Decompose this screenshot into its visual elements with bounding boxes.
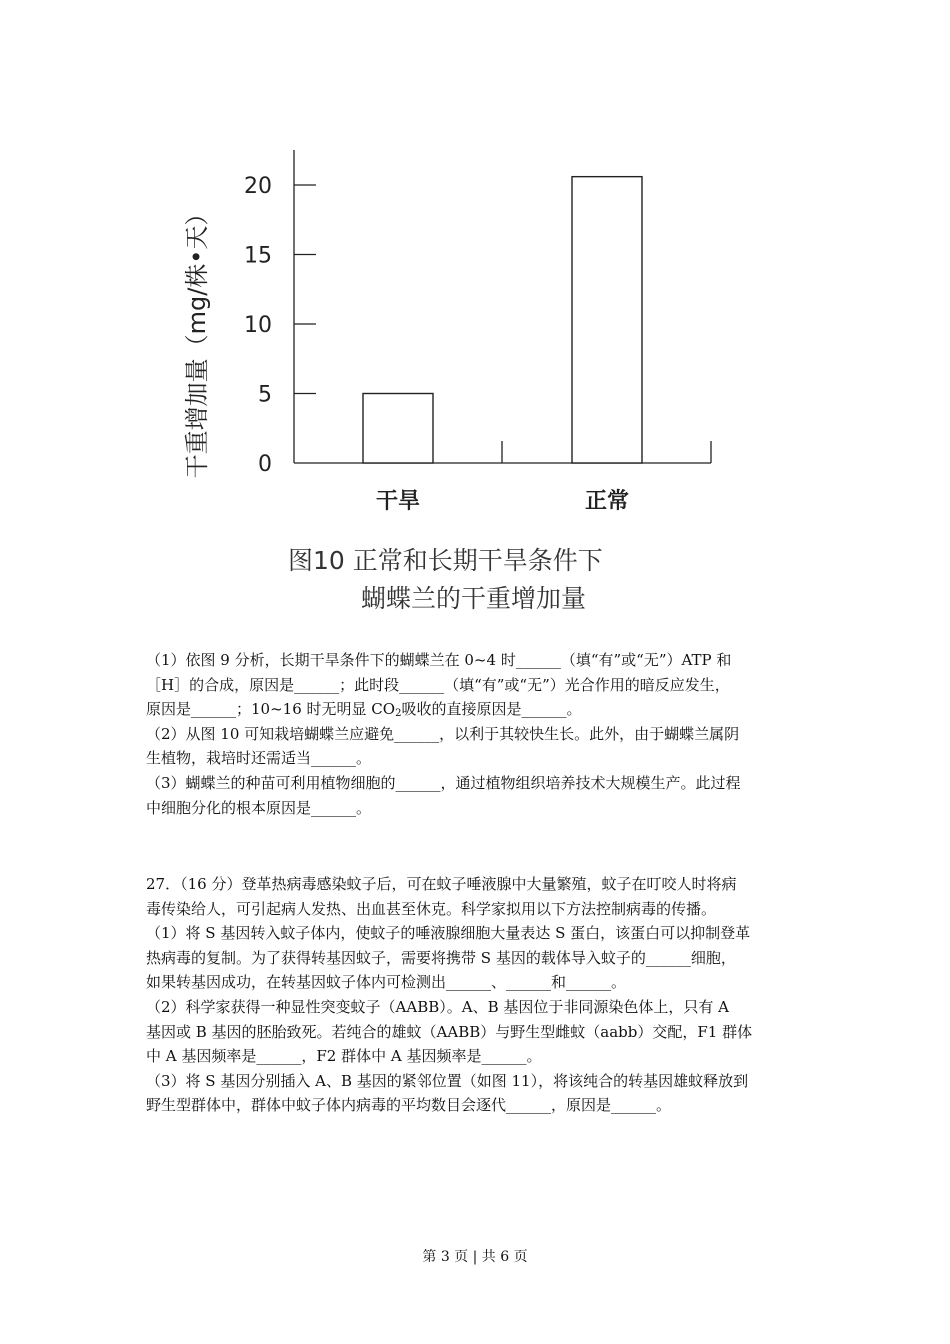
q27-line4: 热病毒的复制。为了获得转基因蚊子，需要将携带 S 基因的载体导入蚊子的______细胞，: [146, 948, 736, 967]
y-ticks: [244, 174, 316, 477]
page-footer: 第 3 页 | 共 6 页: [422, 1249, 528, 1265]
q26-line1: （1）依图 9 分析，长期干旱条件下的蝴蝶兰在 0~4 时______（填“有”或“无”）ATP 和: [146, 651, 732, 669]
q27-line10: 野生型群体中，群体中蚊子体内病毒的平均数目会逐代______，原因是______。: [146, 1096, 672, 1115]
q26-line3: [146, 697, 816, 722]
q26-line2: ［H］的合成，原因是______；此时段______（填“有”或“无”）光合作用的暗反应发生，: [146, 675, 730, 694]
q27-line3: （1）将 S 基因转入蚊子体内，使蚊子的唾液腺细胞大量表达 S 蛋白，该蛋白可以抑制登革: [146, 924, 751, 943]
chart-bars: [363, 177, 642, 463]
category-label: 干旱: [375, 489, 421, 514]
chart-axes: [294, 150, 711, 463]
question-26-body: [146, 648, 816, 820]
q26-line3-subscript: 2: [395, 708, 402, 720]
y-tick-label: 20: [244, 174, 272, 199]
y-tick-label: 0: [258, 452, 272, 477]
y-tick-label: 15: [244, 243, 272, 269]
figure-caption-line2: 蝴蝶兰的干重增加量: [361, 584, 587, 613]
y-axis-label: 干重增加量（mg/株•天）: [183, 201, 211, 479]
q27-line9: （3）将 S 基因分别插入 A、B 基因的紧邻位置（如图 11），将该纯合的转基因雄蚊释放到: [146, 1071, 749, 1090]
q27-line7: 基因或 B 基因的胚胎致死。若纯合的雄蚊（AABB）与野生型雌蚊（aabb）交配，F1 群体: [146, 1022, 753, 1041]
q26-line4: （2）从图 10 可知栽培蝴蝶兰应避免______，以利于其较快生长。此外，由于蝴蝶兰属阴: [146, 724, 740, 743]
q26-line3a: 原因是______；10~16 时无明显 CO: [146, 700, 396, 719]
q27-line2: 毒传染给人，可引起病人发热、出血甚至休克。科学家拟用以下方法控制病毒的传播。: [146, 899, 717, 918]
category-label: 正常: [584, 489, 630, 514]
q26-line5: 生植物，栽培时还需适当______。: [146, 749, 372, 768]
bar-2: [572, 177, 642, 463]
q27-line5: 如果转基因成功，在转基因蚊子体内可检测出______、______和______。: [146, 973, 627, 992]
q27-line1: 27．（16 分）登革热病毒感染蚊子后，可在蚊子唾液腺中大量繁殖，蚊子在叮咬人时将病: [146, 875, 737, 893]
bar-chart: [0, 0, 950, 620]
bar-1: [363, 394, 433, 464]
q26-line6: （3）蝴蝶兰的种苗可利用植物细胞的______，通过植物组织培养技术大规模生产。此过程: [146, 773, 741, 792]
figure-caption-line1: 图10 正常和长期干旱条件下: [288, 546, 603, 575]
q26-line7: 中细胞分化的根本原因是______。: [146, 798, 372, 817]
category-labels: [376, 488, 629, 514]
y-tick-label: 5: [258, 382, 272, 408]
q27-line6: （2）科学家获得一种显性突变蚊子（AABB）。A、B 基因位于非同源染色体上，只有 A: [146, 997, 729, 1016]
q26-line3b: 吸收的直接原因是______。: [401, 700, 582, 719]
q27-line8: 中 A 基因频率是______，F2 群体中 A 基因频率是______。: [146, 1047, 542, 1066]
question-27-body: [146, 872, 816, 1118]
y-tick-label: 10: [244, 313, 272, 338]
